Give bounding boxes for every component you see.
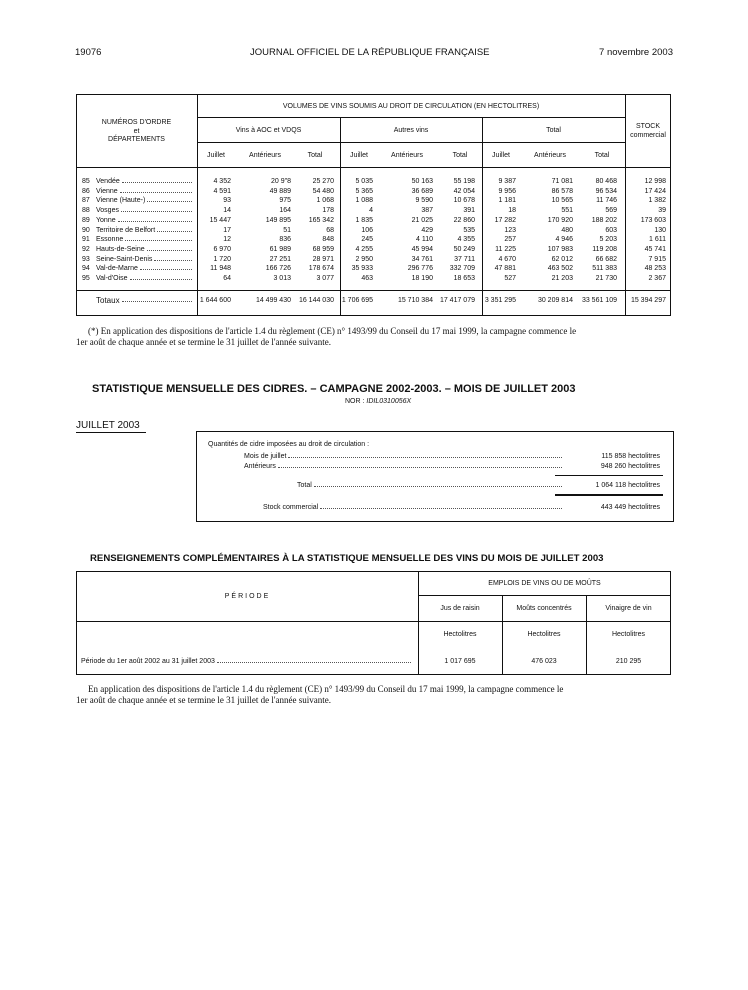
row-cell: 96 534: [595, 187, 617, 195]
row-cell: 107 983: [547, 245, 573, 253]
row-cell: 55 198: [453, 178, 475, 185]
row-cell: 50 249: [453, 245, 475, 253]
row-cell: 68: [326, 226, 334, 234]
col-numeros-header: NUMÉROS D'ORDRE: [101, 119, 172, 126]
col-periode-header: PÉRIODE: [224, 593, 271, 600]
row-cell: 511 383: [592, 265, 617, 273]
row-cell: 257: [504, 236, 516, 244]
row-cell: 5 365: [355, 187, 373, 195]
row-cell: 1 181: [498, 197, 516, 205]
row-cell: 54 480: [312, 187, 334, 195]
row-cell: 68 959: [312, 245, 334, 253]
row-cell: 93: [223, 197, 231, 205]
journal-title: JOURNAL OFFICIEL DE LA RÉPUBLIQUE FRANÇAISE: [250, 47, 490, 58]
col-departements-header: DÉPARTEMENTS: [108, 136, 165, 143]
row-cell: 14: [223, 207, 231, 215]
row-cell: 975: [279, 197, 291, 205]
row-cell: 173 603: [640, 216, 666, 224]
row-number: 89: [82, 216, 90, 224]
totals-cell: 16 144 030: [298, 297, 334, 304]
row-cell: 1 382: [648, 197, 666, 205]
row-cell: 106: [361, 226, 373, 234]
row-cell: 245: [361, 236, 373, 244]
footnote-2: [76, 684, 673, 706]
totals-cell: 3 351 295: [484, 297, 516, 304]
row-cell: 527: [504, 275, 516, 282]
row-cell: 61 989: [269, 245, 291, 253]
row-department: Vienne: [96, 188, 192, 195]
row-cell: 4 670: [498, 255, 516, 263]
row-number: 90: [82, 226, 90, 234]
row-cell: 12 998: [644, 178, 666, 185]
row-cell: 71 081: [551, 178, 573, 185]
row-department: Essonne: [96, 236, 192, 243]
row-cell: 551: [561, 207, 573, 215]
row-cell: 4 110: [416, 236, 433, 244]
totals-cell: 15 710 384: [397, 297, 433, 304]
row-cell: 4 946: [555, 236, 573, 244]
group-autres-header: Autres vins: [393, 127, 429, 134]
footnote-1: [76, 326, 673, 348]
cidre-box: [196, 431, 674, 522]
cidre-mois-value: 115 858 hectolitres: [601, 453, 660, 460]
subheader-autres-total: Total: [452, 152, 468, 159]
row-number: 91: [82, 236, 90, 244]
row-cell: 17: [223, 226, 231, 234]
renseignements-table: [76, 571, 671, 675]
row-number: 86: [82, 187, 90, 195]
row-cell: 387: [421, 207, 433, 215]
row-department: Hauts-de-Seine: [96, 246, 192, 253]
row-cell: 4 255: [355, 245, 373, 253]
footnote-1-line-2: 1er août de chaque année et se termine le 31 juillet de l'année suivante.: [76, 337, 332, 347]
row-cell: 480: [561, 226, 573, 234]
row-cell: 42 054: [453, 187, 475, 195]
totals-cell: 15 394 297: [630, 297, 666, 304]
footnote-1-line-1: (*) En application des dispositions de l'article 1.4 du règlement (CE) n° 1493/99 du Conseil du 17 mai 1999, la campagne commence le: [88, 326, 577, 336]
mouts-value: 476 023: [531, 658, 557, 665]
row-cell: 165 342: [308, 216, 334, 224]
subheader-total-anterieurs: Antérieurs: [534, 152, 566, 159]
emplois-group-header: EMPLOIS DE VINS OU DE MOÛTS: [488, 580, 601, 587]
col-et-header: et: [133, 128, 140, 135]
row-cell: 149 895: [265, 216, 291, 224]
row-cell: 18 190: [411, 275, 433, 282]
cidre-mois-label: Mois de juillet: [244, 453, 562, 460]
cidre-nor: NOR : IDIL0310056X: [345, 398, 412, 405]
row-cell: 9 590: [415, 197, 433, 205]
subheader-total-total: Total: [594, 152, 610, 159]
row-cell: 9 956: [498, 187, 516, 195]
cidre-title: STATISTIQUE MENSUELLE DES CIDRES. – CAMPAGNE 2002-2003. – MOIS DE JUILLET 2003: [92, 383, 576, 395]
publication-date: 7 novembre 2003: [599, 47, 673, 58]
col-stock-commercial-header: commercial: [630, 132, 666, 139]
totals-cell: 1 706 695: [341, 297, 373, 304]
row-cell: 11 746: [596, 197, 617, 205]
row-cell: 50 163: [411, 178, 433, 185]
cidre-month-label: JUILLET 2003: [76, 420, 140, 431]
row-cell: 848: [322, 236, 334, 244]
cidre-anterieurs-label: Antérieurs: [244, 463, 562, 470]
row-cell: 35 933: [351, 265, 373, 273]
row-cell: 2 367: [648, 275, 666, 282]
col-jus-header: Jus de raisin: [440, 605, 480, 612]
vinaigre-value: 210 295: [615, 658, 642, 665]
row-cell: 170 920: [547, 216, 573, 224]
unit-jus: Hectolitres: [443, 631, 477, 638]
footnote-2-line-2: 1er août de chaque année et se termine le 31 juillet de l'année suivante.: [76, 695, 332, 705]
row-cell: 51: [283, 226, 291, 234]
wine-table: [76, 94, 671, 316]
footnote-2-line-1: En application des dispositions de l'article 1.4 du règlement (CE) n° 1493/99 du Conseil du 17 mai 1999, la campagne commence le: [88, 684, 564, 694]
row-cell: 463 502: [547, 265, 573, 273]
row-cell: 166 726: [265, 265, 291, 273]
renseignements-title: RENSEIGNEMENTS COMPLÉMENTAIRES À LA STATISTIQUE MENSUELLE DES VINS DU MOIS DE JUILLET 2003: [90, 553, 604, 564]
row-department: Val-de-Marne: [96, 265, 192, 272]
totals-cell: 1 644 600: [199, 297, 231, 304]
row-cell: 178 674: [308, 265, 334, 273]
cidre-anterieurs-value: 948 260 hectolitres: [600, 463, 660, 470]
row-number: 94: [82, 265, 90, 273]
row-number: 87: [82, 197, 90, 205]
page-number: 19076: [75, 47, 102, 58]
row-cell: 62 012: [551, 255, 573, 263]
row-cell: 123: [504, 226, 516, 234]
row-cell: 80 468: [595, 178, 617, 185]
col-vinaigre-header: Vinaigre de vin: [605, 605, 652, 612]
row-department: Seine-Saint-Denis: [96, 256, 192, 263]
row-cell: 1 720: [213, 255, 231, 263]
row-cell: 2 950: [355, 255, 373, 263]
row-cell: 188 202: [591, 216, 617, 224]
group-aoc-header: Vins à AOC et VDQS: [235, 127, 302, 134]
row-cell: 130: [654, 226, 666, 234]
row-cell: 178: [322, 207, 334, 215]
row-department: Vienne (Haute-): [96, 197, 192, 204]
row-cell: 17 424: [644, 187, 666, 195]
row-cell: 4 355: [457, 236, 475, 244]
jus-value: 1 017 695: [444, 658, 476, 665]
row-cell: 21 203: [551, 275, 573, 282]
row-cell: 17 282: [494, 216, 516, 224]
row-cell: 21 025: [411, 216, 433, 224]
unit-mouts: Hectolitres: [527, 631, 561, 638]
row-number: 92: [82, 245, 90, 253]
row-cell: 45 741: [644, 245, 666, 253]
row-cell: 1 068: [316, 197, 334, 205]
row-cell: 6 970: [213, 245, 231, 253]
row-cell: 86 578: [551, 187, 573, 195]
row-cell: 3 013: [273, 275, 291, 282]
row-cell: 4: [369, 207, 373, 215]
row-department: Vendée: [96, 178, 192, 185]
subheader-autres-anterieurs: Antérieurs: [391, 152, 423, 159]
subheader-total-juillet: Juillet: [492, 152, 510, 159]
row-cell: 21 730: [595, 275, 617, 282]
row-cell: 5 203: [599, 236, 617, 244]
row-number: 88: [82, 207, 90, 215]
col-mouts-header: Moûts concentrés: [516, 605, 572, 612]
cidre-total-label: Total: [297, 482, 562, 489]
row-cell: 164: [279, 207, 291, 215]
row-cell: 429: [421, 226, 433, 234]
row-cell: 1 835: [355, 216, 373, 224]
row-cell: 64: [223, 275, 231, 282]
row-cell: 569: [605, 207, 617, 215]
totals-cell: 33 561 109: [581, 297, 617, 304]
cidre-stock-value: 443 449 hectolitres: [600, 504, 660, 511]
row-cell: 39: [658, 207, 666, 215]
col-stock-header: STOCK: [636, 123, 660, 130]
row-cell: 1 088: [355, 197, 373, 205]
row-cell: 47 881: [494, 265, 516, 273]
row-cell: 10 678: [453, 197, 475, 205]
row-cell: 332 709: [449, 265, 475, 273]
row-cell: 36 689: [411, 187, 433, 195]
group-total-header: Total: [546, 127, 561, 134]
row-cell: 4 352: [213, 178, 231, 185]
row-cell: 34 761: [411, 255, 433, 263]
row-number: 93: [82, 255, 90, 263]
row-department: Territoire de Belfort: [96, 227, 192, 234]
volumes-group-title: VOLUMES DE VINS SOUMIS AU DROIT DE CIRCULATION (EN HECTOLITRES): [282, 103, 540, 110]
row-number: 95: [82, 275, 90, 282]
row-cell: 11 948: [210, 265, 231, 273]
row-cell: 20 9"8: [270, 178, 291, 185]
row-cell: 25 270: [312, 178, 334, 185]
row-cell: 10 565: [551, 197, 573, 205]
subheader-aoc-total: Total: [307, 152, 323, 159]
row-department: Vosges: [96, 207, 192, 214]
row-cell: 12: [223, 236, 231, 244]
cidre-intro: Quantités de cidre imposées au droit de circulation :: [208, 441, 370, 448]
row-cell: 66 682: [595, 255, 617, 263]
row-cell: 9 387: [498, 178, 516, 185]
row-cell: 27 251: [269, 255, 291, 263]
row-cell: 119 208: [592, 245, 617, 253]
row-cell: 45 994: [411, 245, 433, 253]
row-cell: 391: [463, 207, 475, 215]
cidre-stock-label: Stock commercial: [263, 504, 562, 511]
row-number: 85: [82, 178, 90, 185]
row-cell: 463: [361, 275, 373, 282]
subheader-autres-juillet: Juillet: [350, 152, 368, 159]
subheader-aoc-juillet: Juillet: [207, 152, 225, 159]
unit-vinaigre: Hectolitres: [611, 631, 646, 638]
row-cell: 48 253: [644, 265, 666, 273]
totals-cell: 14 499 430: [255, 297, 291, 304]
row-department: Val-d'Oise: [96, 275, 192, 282]
periode-row-label: Période du 1er août 2002 au 31 juillet 2003: [81, 658, 411, 665]
totals-label: Totaux: [96, 296, 192, 305]
row-cell: 7 915: [648, 255, 666, 263]
subheader-aoc-anterieurs: Antérieurs: [249, 152, 281, 159]
row-cell: 18 653: [453, 275, 475, 282]
row-cell: 22 860: [453, 216, 475, 224]
row-cell: 11 225: [495, 245, 516, 253]
row-cell: 603: [605, 226, 617, 234]
row-cell: 535: [463, 226, 475, 234]
row-cell: 836: [279, 236, 291, 244]
row-cell: 15 447: [209, 216, 231, 224]
row-cell: 3 077: [316, 275, 334, 282]
row-department: Yonne: [96, 217, 192, 224]
row-cell: 37 711: [454, 255, 475, 263]
row-cell: 28 971: [312, 255, 334, 263]
row-cell: 5 035: [355, 178, 373, 185]
row-cell: 4 591: [213, 187, 231, 195]
totals-cell: 17 417 079: [439, 297, 475, 304]
row-cell: 1 611: [649, 236, 666, 244]
row-cell: 296 776: [407, 265, 433, 273]
row-cell: 18: [508, 207, 516, 215]
totals-cell: 30 209 814: [537, 297, 573, 304]
row-cell: 49 889: [269, 187, 291, 195]
cidre-total-value: 1 064 118 hectolitres: [595, 482, 660, 489]
